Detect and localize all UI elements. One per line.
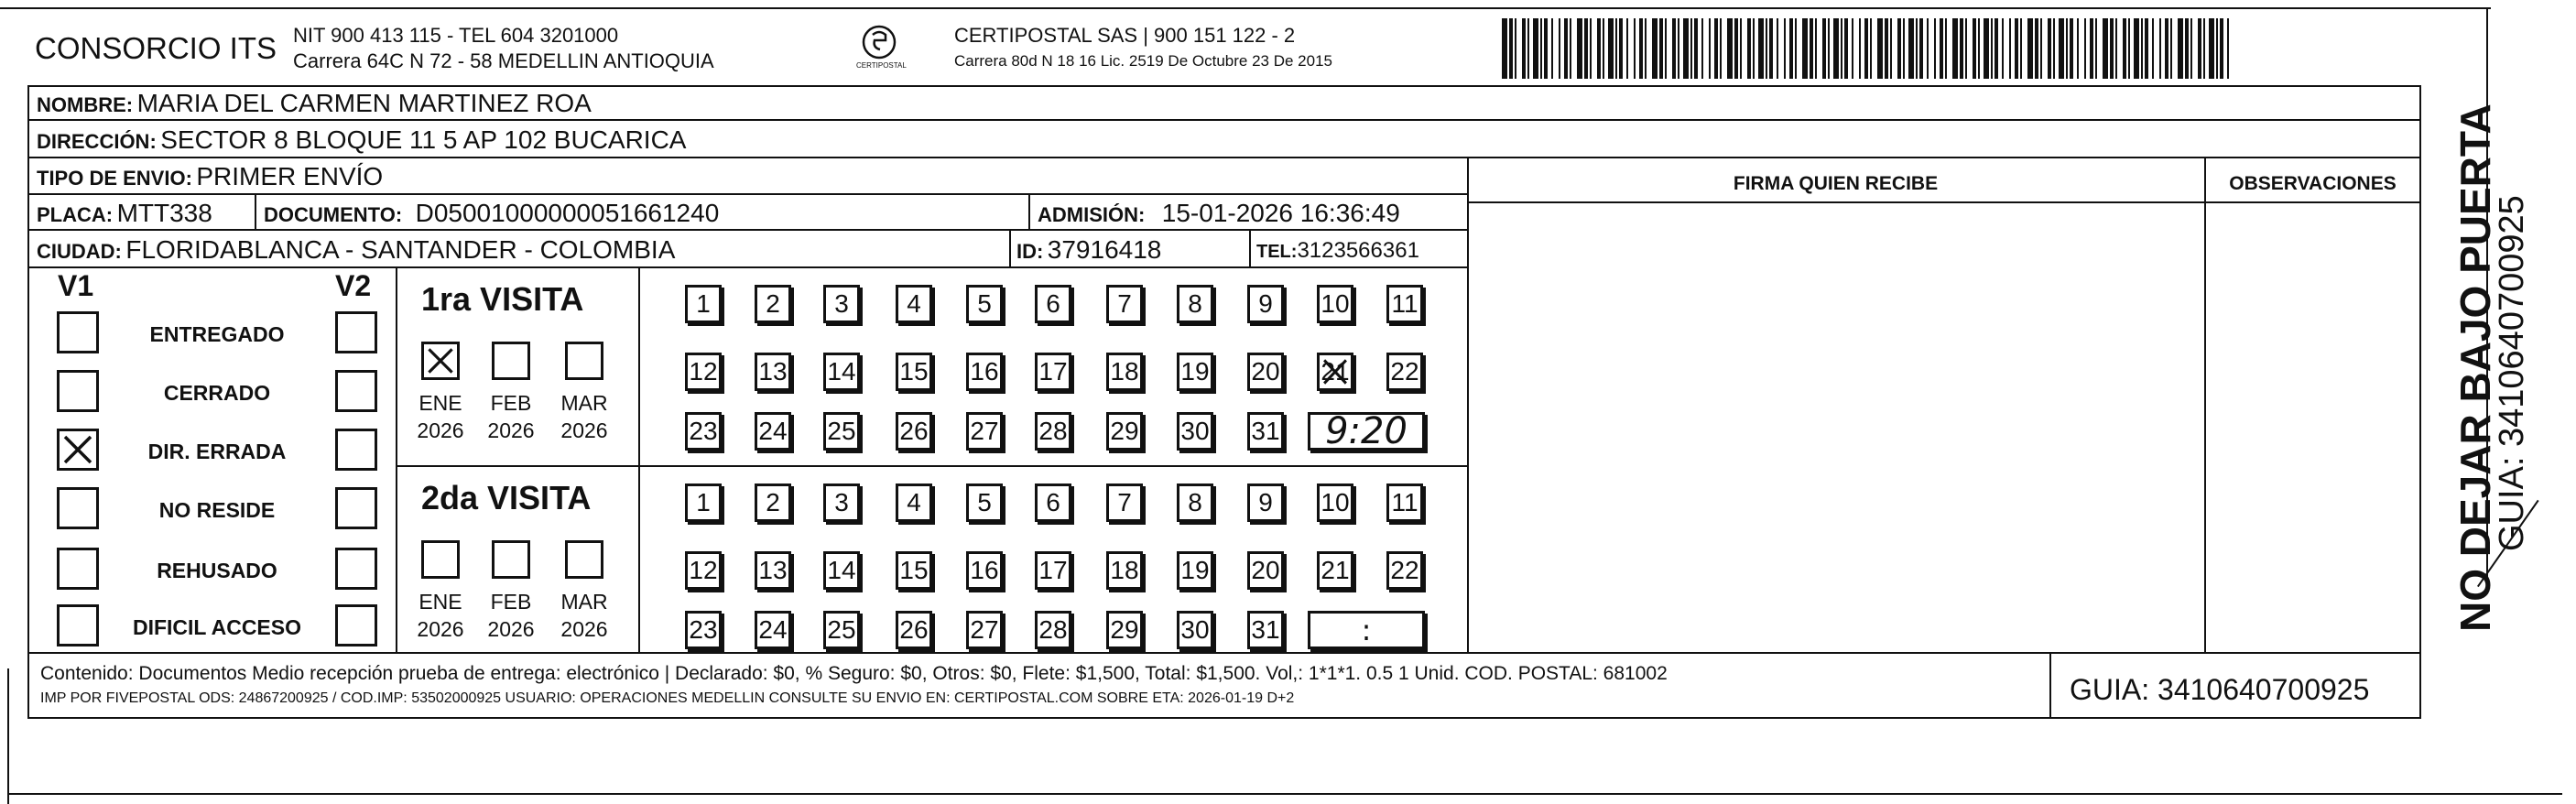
v2-label: V2 [335, 269, 372, 302]
status-v1-checkbox[interactable] [57, 548, 99, 590]
row-line [396, 465, 1467, 467]
certipostal-logo [847, 22, 911, 77]
tel-field [1256, 240, 1419, 262]
day-box[interactable]: 15 [896, 551, 932, 590]
day-box[interactable]: 26 [896, 412, 932, 451]
day-box[interactable]: 22 [1386, 551, 1423, 590]
day-box[interactable]: 18 [1106, 353, 1143, 391]
scan-edge-top [0, 7, 2491, 9]
col-line [2049, 652, 2051, 719]
day-box[interactable]: 21 [1317, 551, 1353, 590]
city-value: FLORIDABLANCA - SANTANDER - COLOMBIA [125, 235, 676, 264]
row-line [27, 119, 2421, 121]
day-box[interactable]: 13 [755, 353, 791, 391]
side-notice: NO DEJAR BAJO PUERTA [2451, 103, 2499, 632]
day-box[interactable]: 24 [755, 412, 791, 451]
day-box[interactable]: 19 [1177, 353, 1213, 391]
month-checkbox[interactable] [492, 342, 530, 380]
day-box[interactable]: 5 [966, 285, 1003, 323]
month-name: FEB [490, 590, 532, 614]
day-box[interactable]: 22 [1386, 353, 1423, 391]
month-year: 2026 [417, 418, 464, 442]
day-box[interactable]: 12 [685, 353, 722, 391]
day-box[interactable]: 8 [1177, 285, 1213, 323]
col-line [1009, 229, 1011, 266]
day-box[interactable]: 3 [823, 483, 860, 522]
ship-type-field [37, 164, 383, 190]
status-v2-checkbox[interactable] [335, 487, 377, 529]
month-year: 2026 [560, 418, 608, 442]
col-line [1249, 229, 1251, 266]
status-v1-checkbox[interactable] [57, 311, 99, 353]
admission-value: 15-01-2026 16:36:49 [1161, 199, 1400, 227]
day-box[interactable]: 28 [1035, 611, 1071, 649]
day-box[interactable]: 7 [1106, 483, 1143, 522]
row-line [27, 266, 1467, 268]
month-checkbox[interactable] [565, 540, 603, 579]
status-label: DIFICIL ACCESO [132, 615, 301, 639]
day-box[interactable]: 6 [1035, 483, 1071, 522]
status-label: CERRADO [163, 381, 271, 405]
day-box[interactable]: 15 [896, 353, 932, 391]
city-label: CIUDAD: [37, 240, 122, 263]
day-box[interactable]: 13 [755, 551, 791, 590]
day-box[interactable]: 12 [685, 551, 722, 590]
day-box[interactable]: 25 [823, 412, 860, 451]
scan-edge-bottom [7, 793, 2562, 795]
col-line [1467, 157, 1469, 652]
day-box[interactable]: 23 [685, 412, 722, 451]
company-name: CONSORCIO ITS [35, 31, 277, 65]
day-box[interactable]: 25 [823, 611, 860, 649]
day-box[interactable]: 8 [1177, 483, 1213, 522]
day-box[interactable]: 4 [896, 483, 932, 522]
row-line [27, 193, 1467, 195]
status-v2-checkbox[interactable] [335, 604, 377, 646]
day-box[interactable]: 17 [1035, 551, 1071, 590]
row-line [27, 157, 2421, 158]
month-year: 2026 [487, 418, 535, 442]
time-box[interactable]: 9:20 [1308, 412, 1425, 451]
row-line [1467, 201, 2421, 203]
day-box[interactable]: 23 [685, 611, 722, 649]
id-value: 37916418 [1047, 235, 1162, 264]
status-label: DIR. ERRADA [147, 440, 287, 463]
day-box[interactable]: 2 [755, 483, 791, 522]
logo-text: CERTIPOSTAL [856, 61, 907, 70]
id-field [1016, 237, 1161, 263]
day-box[interactable]: 16 [966, 551, 1003, 590]
v1-label: V1 [58, 269, 94, 302]
day-box[interactable]: 31 [1247, 611, 1284, 649]
obs-header: OBSERVACIONES [2229, 173, 2397, 194]
day-box[interactable]: 6 [1035, 285, 1071, 323]
month-checkbox[interactable] [421, 342, 460, 380]
status-v1-checkbox[interactable] [57, 429, 99, 471]
day-box[interactable]: 18 [1106, 551, 1143, 590]
company-line-2: Carrera 64C N 72 - 58 MEDELLIN ANTIOQUIA [293, 49, 714, 72]
day-box[interactable]: 29 [1106, 611, 1143, 649]
month-name: ENE [418, 590, 462, 614]
day-box[interactable]: 11 [1386, 285, 1423, 323]
status-v1-checkbox[interactable] [57, 370, 99, 412]
row-line [27, 229, 1467, 231]
day-box[interactable]: 9 [1247, 483, 1284, 522]
status-v1-checkbox[interactable] [57, 604, 99, 646]
ship-type-label: TIPO DE ENVIO: [37, 167, 192, 190]
barcode-icon [1502, 18, 2234, 79]
address-field [37, 127, 686, 153]
day-box[interactable]: 30 [1177, 611, 1213, 649]
day-box[interactable]: 5 [966, 483, 1003, 522]
day-box[interactable]: 1 [685, 285, 722, 323]
day-box[interactable]: 31 [1247, 412, 1284, 451]
day-box[interactable]: 2 [755, 285, 791, 323]
day-box[interactable]: 1 [685, 483, 722, 522]
address-value: SECTOR 8 BLOQUE 11 5 AP 102 BUCARICA [160, 125, 687, 154]
col-line [396, 266, 397, 652]
status-v2-checkbox[interactable] [335, 370, 377, 412]
day-box[interactable]: 10 [1317, 285, 1353, 323]
name-label: NOMBRE: [37, 93, 134, 116]
day-box[interactable]: 21 [1317, 353, 1353, 391]
status-v2-checkbox[interactable] [335, 548, 377, 590]
side-guia: GUIA: 3410640700925 [2493, 195, 2531, 551]
month-name: MAR [560, 391, 608, 415]
col-line [2204, 157, 2206, 652]
day-box[interactable]: 9 [1247, 285, 1284, 323]
day-box[interactable]: 27 [966, 611, 1003, 649]
ship-type-value: PRIMER ENVÍO [196, 162, 384, 190]
status-v2-checkbox[interactable] [335, 311, 377, 353]
day-box[interactable]: 3 [823, 285, 860, 323]
visit-title: 1ra VISITA [421, 280, 584, 318]
plate-field [37, 201, 212, 226]
name-field [37, 91, 592, 116]
plate-label: PLACA: [37, 203, 114, 226]
month-name: ENE [418, 391, 462, 415]
day-box[interactable]: 19 [1177, 551, 1213, 590]
document-label: DOCUMENTO: [264, 203, 403, 226]
city-field [37, 237, 675, 263]
col-line [255, 193, 256, 229]
footer-guia: GUIA: 3410640700925 [2070, 673, 2370, 706]
month-checkbox[interactable] [492, 540, 530, 579]
month-checkbox[interactable] [565, 342, 603, 380]
status-label: ENTREGADO [149, 322, 285, 346]
company-line-1: NIT 900 413 115 - TEL 604 3201000 [293, 24, 619, 47]
id-label: ID: [1016, 240, 1044, 263]
col-line [638, 266, 640, 652]
firma-header: FIRMA QUIEN RECIBE [1733, 173, 1939, 194]
address-label: DIRECCIÓN: [37, 130, 157, 153]
month-name: MAR [560, 590, 608, 614]
tel-label: TEL: [1256, 242, 1298, 262]
plate-value: MTT338 [116, 199, 212, 227]
name-value: MARIA DEL CARMEN MARTINEZ ROA [136, 89, 592, 117]
footer-line-2: IMP POR FIVEPOSTAL ODS: 24867200925 / COD.IMP: 53502000925 USUARIO: OPERACIONES MEDELLIN CONSULTE SU ENVIO EN: CERTIPOSTAL.COM SOBRE ETA: 2026-01-19 D+2 [40, 690, 1295, 706]
courier-line-1: CERTIPOSTAL SAS | 900 151 122 - 2 [954, 24, 1296, 47]
footer-line-1: Contenido: Documentos Medio recepción prueba de entrega: electrónico | Declarado: $0, % Seguro: $0, Otros: $0, Flete: $1,500, Total: $1,500. Vol,: 1*1*1. 0.5 1 Unid. COD. POSTAL: 681002 [40, 663, 1668, 684]
month-name: FEB [490, 391, 532, 415]
day-box[interactable]: 11 [1386, 483, 1423, 522]
day-box[interactable]: 4 [896, 285, 932, 323]
document-value: D05001000000051661240 [415, 199, 720, 227]
time-box[interactable]: : [1308, 611, 1425, 649]
day-box[interactable]: 24 [755, 611, 791, 649]
day-box[interactable]: 26 [896, 611, 932, 649]
tel-value: 3123566361 [1297, 238, 1419, 263]
day-box[interactable]: 16 [966, 353, 1003, 391]
day-box[interactable]: 30 [1177, 412, 1213, 451]
visit-title: 2da VISITA [421, 479, 592, 516]
scan-edge-left [7, 668, 9, 804]
courier-line-2: Carrera 80d N 18 16 Lic. 2519 De Octubre 23 De 2015 [954, 52, 1332, 70]
day-box[interactable]: 10 [1317, 483, 1353, 522]
status-label: REHUSADO [157, 559, 277, 582]
status-v1-checkbox[interactable] [57, 487, 99, 529]
day-box[interactable]: 7 [1106, 285, 1143, 323]
day-box[interactable]: 14 [823, 353, 860, 391]
document-field [264, 201, 719, 226]
month-year: 2026 [487, 617, 535, 641]
day-box[interactable]: 28 [1035, 412, 1071, 451]
month-checkbox[interactable] [421, 540, 460, 579]
day-box[interactable]: 17 [1035, 353, 1071, 391]
day-box[interactable]: 14 [823, 551, 860, 590]
month-year: 2026 [417, 617, 464, 641]
month-year: 2026 [560, 617, 608, 641]
row-line [27, 652, 2421, 654]
status-v2-checkbox[interactable] [335, 429, 377, 471]
day-box[interactable]: 20 [1247, 353, 1284, 391]
admission-field [1038, 201, 1400, 226]
day-box[interactable]: 20 [1247, 551, 1284, 590]
day-box[interactable]: 27 [966, 412, 1003, 451]
admission-label: ADMISIÓN: [1038, 203, 1146, 226]
day-box[interactable]: 29 [1106, 412, 1143, 451]
status-label: NO RESIDE [158, 498, 276, 522]
col-line [1028, 193, 1030, 229]
